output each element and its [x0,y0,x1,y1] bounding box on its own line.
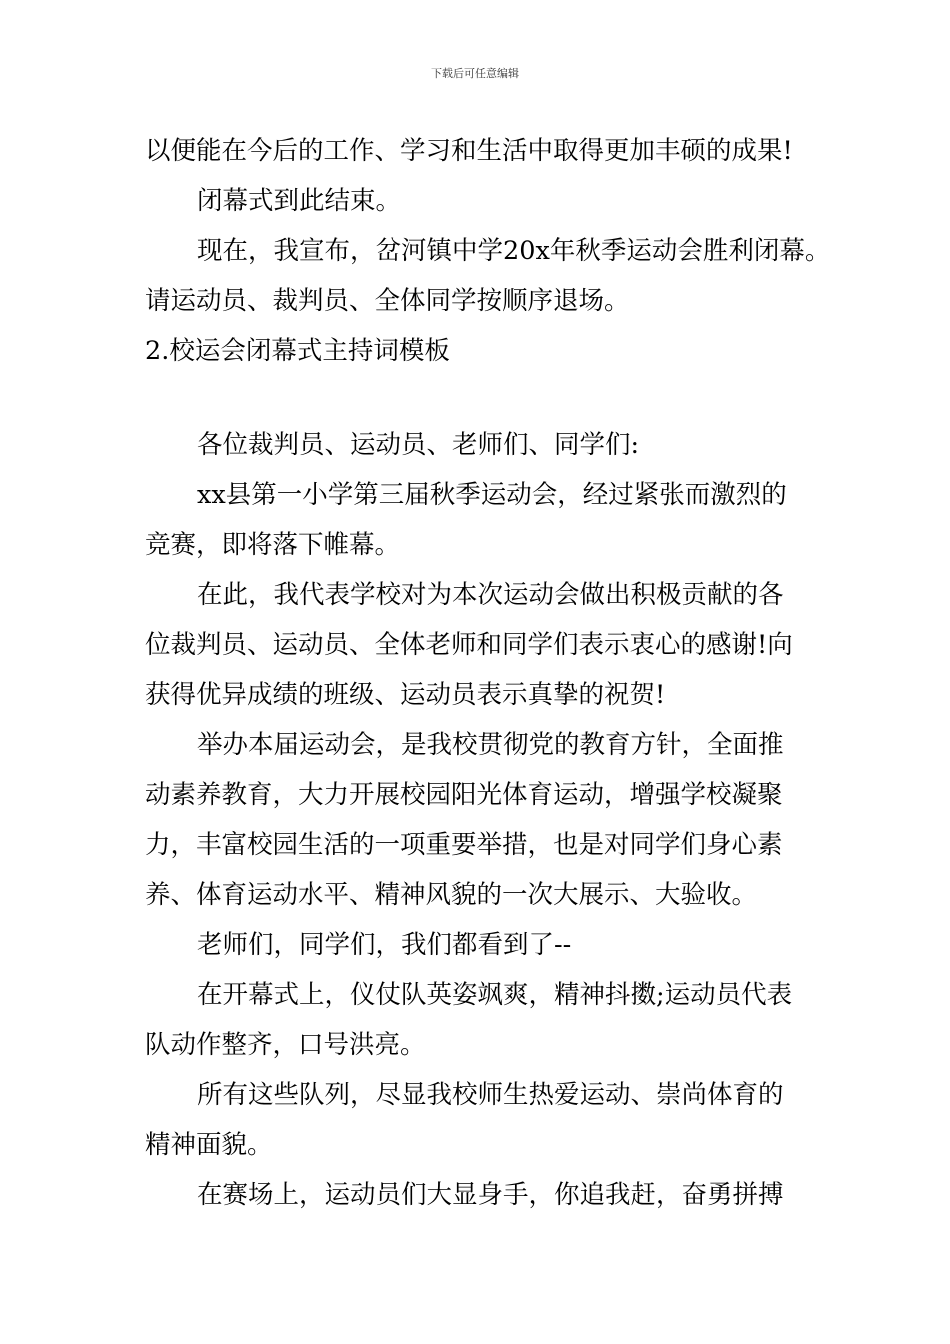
paragraph-line: 在此，我代表学校对为本次运动会做出积极贡献的各 [197,580,784,610]
paragraph-line: 以便能在今后的工作、学习和生活中取得更加丰硕的成果! [145,136,793,166]
paragraph-line: 在赛场上，运动员们大显身手，你追我赶，奋勇拼搏 [197,1180,784,1210]
paragraph-line: 现在，我宣布，岔河镇中学20x年秋季运动会胜利闭幕。 [197,236,831,266]
paragraph-line: 举办本届运动会，是我校贯彻党的教育方针，全面推 [197,730,784,760]
paragraph-line: 竞赛，即将落下帷幕。 [145,530,401,560]
paragraph-line: 各位裁判员、运动员、老师们、同学们: [197,430,640,460]
paragraph-line: 请运动员、裁判员、全体同学按顺序退场。 [145,286,630,316]
paragraph-line: 精神面貌。 [145,1130,273,1160]
paragraph-line: 获得优异成绩的班级、运动员表示真挚的祝贺! [145,680,666,710]
blank-spacer [145,376,810,420]
document-body [145,126,831,1220]
paragraph-line: 位裁判员、运动员、全体老师和同学们表示衷心的感谢!向 [145,630,793,660]
paragraph-line: 老师们，同学们，我们都看到了-- [197,930,572,960]
paragraph-line: 在开幕式上，仪仗队英姿飒爽，精神抖擞;运动员代表 [197,980,793,1010]
paragraph-line: 动素养教育，大力开展校园阳光体育运动，增强学校凝聚 [145,780,783,810]
paragraph-line: xx县第一小学第三届秋季运动会，经过紧张而激烈的 [197,480,787,510]
paragraph-line: 养、体育运动水平、精神风貌的一次大展示、大验收。 [145,880,758,910]
paragraph-line: 力，丰富校园生活的一项重要举措，也是对同学们身心素 [145,830,783,860]
paragraph-line: 闭幕式到此结束。 [197,186,402,216]
section-heading: 2.校运会闭幕式主持词模板 [145,336,450,366]
header-note: 下载后可任意编辑 [431,67,519,80]
paragraph-line: 队动作整齐，口号洪亮。 [145,1030,426,1060]
paragraph-line: 所有这些队列，尽显我校师生热爱运动、崇尚体育的 [197,1080,784,1110]
